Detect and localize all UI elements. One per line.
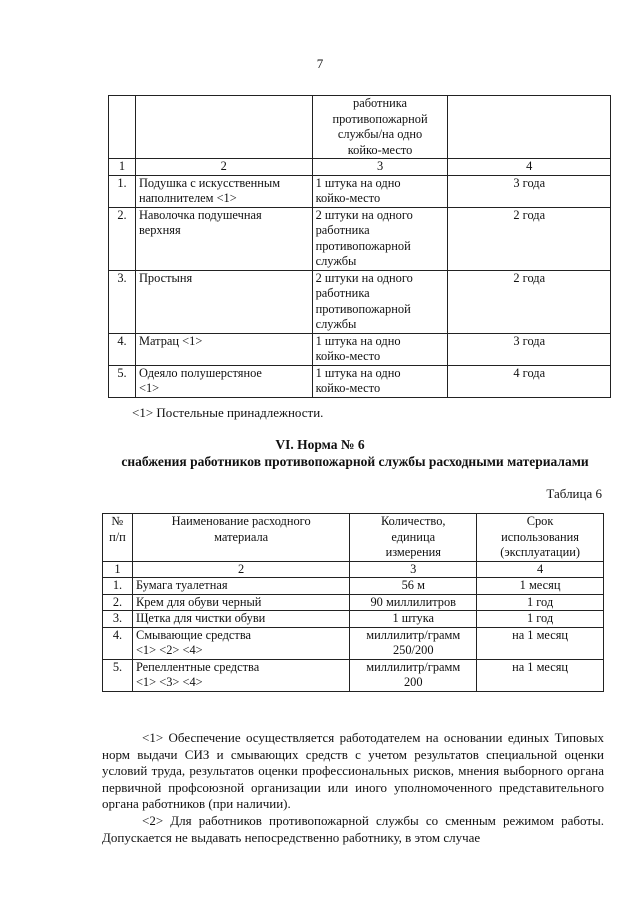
table-cell: на 1 месяц <box>477 627 604 659</box>
table-cell: Щетка для чистки обуви <box>132 611 349 628</box>
table-label: Таблица 6 <box>546 486 602 501</box>
table-cell: 1 <box>109 159 136 176</box>
table-cell: работника противопожарной службы/на одно койко-место <box>312 96 448 159</box>
table-cell: 5. <box>109 365 136 397</box>
table-row <box>103 594 604 611</box>
table2-header-row <box>103 514 604 562</box>
page-number: 7 <box>316 56 324 71</box>
bedding-footnote: <1> Постельные принадлежности. <box>132 405 324 420</box>
table-cell: 2 года <box>448 270 611 333</box>
table-row <box>103 627 604 659</box>
table-cell: миллилитр/грамм 250/200 <box>350 627 477 659</box>
table-row <box>103 659 604 691</box>
section-subtitle: снабжения работников противопожарной службы расходными материалами <box>121 454 589 469</box>
table-cell: 2 <box>135 159 312 176</box>
table-header-cell: Срок использования (эксплуатации) <box>477 514 604 562</box>
section-title: VI. Норма № 6 <box>275 437 365 452</box>
table-row <box>109 270 611 333</box>
table-cell: 4. <box>103 627 133 659</box>
table-cell: Наволочка подушечная верхняя <box>135 207 312 270</box>
table-cell: 2 года <box>448 207 611 270</box>
table-cell: Матрац <1> <box>135 333 312 365</box>
table-row <box>109 175 611 207</box>
table-cell: Бумага туалетная <box>132 578 349 595</box>
table-cell <box>135 96 312 159</box>
table-cell: 2. <box>109 207 136 270</box>
table-cell: 4 <box>477 561 604 578</box>
table-cell: 1 месяц <box>477 578 604 595</box>
table-row <box>109 333 611 365</box>
table-cell: 4. <box>109 333 136 365</box>
table-cell: 3. <box>109 270 136 333</box>
note-paragraph: <1> Обеспечение осуществляется работодателем на основании единых Типовых норм выдачи СИЗ и смывающих средств с учетом результатов специальной оценки условий труда, результатов оценки профессиональных рисков, мнения выборного органа первичной профсоюзной организации или иного уполномоченного представительного органа работников (при наличии). <box>102 730 604 812</box>
table-cell: 2. <box>103 594 133 611</box>
table-cell: 3 <box>312 159 448 176</box>
table-cell <box>109 96 136 159</box>
table-row <box>103 611 604 628</box>
table-cell: 1 год <box>477 611 604 628</box>
table1-index-row <box>109 159 611 176</box>
table-cell: Смывающие средства <1> <2> <4> <box>132 627 349 659</box>
table-cell <box>448 96 611 159</box>
notes-block <box>102 730 604 846</box>
table-cell: Репеллентные средства <1> <3> <4> <box>132 659 349 691</box>
table-cell: Подушка с искусственным наполнителем <1> <box>135 175 312 207</box>
table-row <box>109 365 611 397</box>
consumables-norms-table <box>102 513 604 692</box>
table-cell: 1 год <box>477 594 604 611</box>
table-cell: 3. <box>103 611 133 628</box>
table-cell: 5. <box>103 659 133 691</box>
table-cell: на 1 месяц <box>477 659 604 691</box>
table-header-cell: Наименование расходного материала <box>132 514 349 562</box>
table-cell: 4 <box>448 159 611 176</box>
table-cell: 1 штука на одно койко-место <box>312 175 448 207</box>
table-cell: миллилитр/грамм 200 <box>350 659 477 691</box>
table-cell: 1 штука <box>350 611 477 628</box>
table-cell: 1. <box>103 578 133 595</box>
table-cell: 1 <box>103 561 133 578</box>
table-cell: 90 миллилитров <box>350 594 477 611</box>
table-cell: Одеяло полушерстяное <1> <box>135 365 312 397</box>
table-cell: 1 штука на одно койко-место <box>312 333 448 365</box>
table2-index-row <box>103 561 604 578</box>
table-cell: 3 года <box>448 333 611 365</box>
table-cell: 2 штуки на одного работника противопожарной службы <box>312 270 448 333</box>
table-cell: 56 м <box>350 578 477 595</box>
table-cell: 2 <box>132 561 349 578</box>
table-cell: Простыня <box>135 270 312 333</box>
table-cell: 3 года <box>448 175 611 207</box>
table-cell: 1 штука на одно койко-место <box>312 365 448 397</box>
table-header-cell: Количество, единица измерения <box>350 514 477 562</box>
table-row <box>109 207 611 270</box>
table-cell: 4 года <box>448 365 611 397</box>
note-paragraph: <2> Для работников противопожарной службы со сменным режимом работы. Допускается не выдавать непосредственно работнику, в этом случае <box>102 812 604 845</box>
table-cell: Крем для обуви черный <box>132 594 349 611</box>
bedding-norms-table <box>108 95 611 398</box>
table1-header-row <box>109 96 611 159</box>
table-cell: 1. <box>109 175 136 207</box>
table-header-cell: № п/п <box>103 514 133 562</box>
table-cell: 2 штуки на одного работника противопожарной службы <box>312 207 448 270</box>
table-row <box>103 578 604 595</box>
table-cell: 3 <box>350 561 477 578</box>
